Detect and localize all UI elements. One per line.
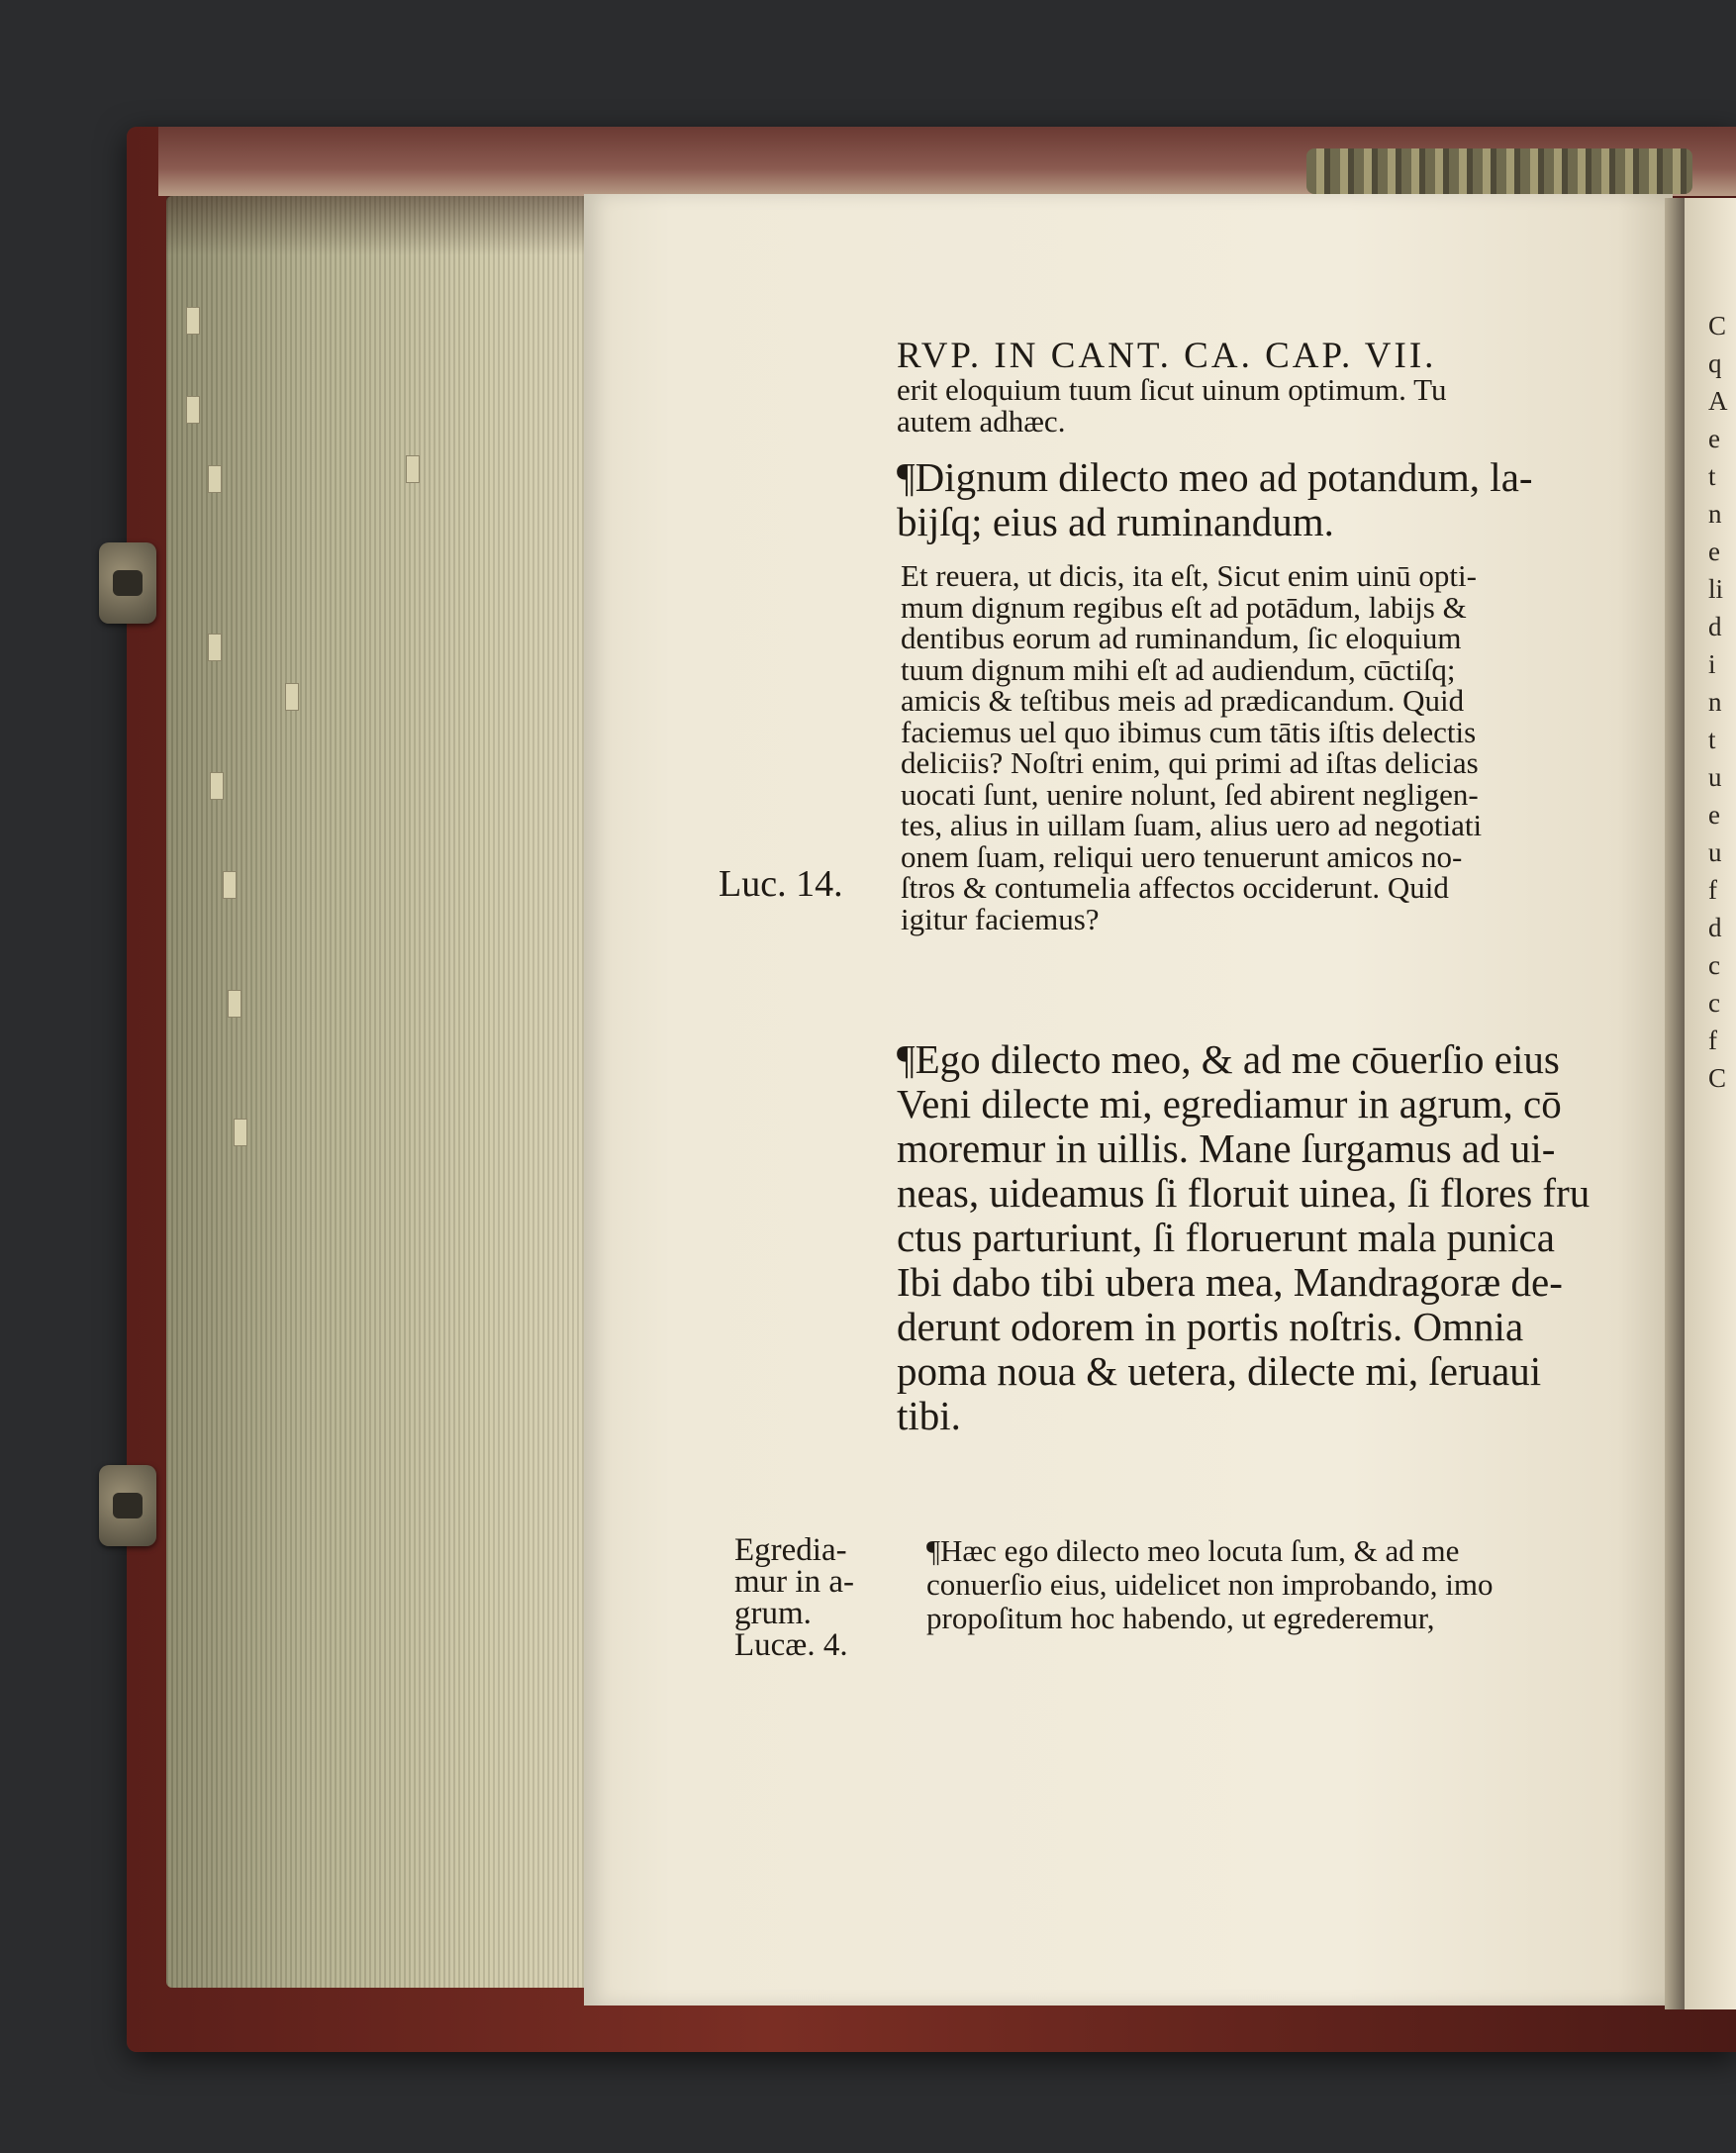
text-line: Ibi dabo tibi ubera mea, Mandragoræ de- — [897, 1259, 1563, 1305]
right-page-letter: i — [1708, 649, 1716, 679]
text-line: tibi. — [897, 1393, 961, 1438]
right-page-letter: c — [1708, 988, 1720, 1018]
right-page-letter: C — [1708, 1063, 1727, 1093]
intro-text — [897, 374, 1446, 437]
headband — [1306, 148, 1692, 194]
right-page-letter: A — [1708, 386, 1728, 416]
text-line: dentibus eorum ad ruminandum, ſic eloquium — [901, 621, 1462, 655]
text-line: moremur in uillis. Mane ſurgamus ad ui- — [897, 1125, 1556, 1171]
text-line: amicis & teſtibus meis ad prædicandum. Quid — [901, 683, 1465, 718]
commentary-2 — [926, 1534, 1494, 1635]
page-tab — [186, 396, 200, 424]
running-head: RVP. IN CANT. CA. CAP. VII. — [897, 336, 1437, 376]
text-line: Et reuera, ut dicis, ita eſt, Sicut enim uinū opti- — [901, 558, 1477, 593]
margin-note-line: Egredia- — [734, 1532, 847, 1568]
text-line: mum dignum regibus eſt ad potādum, labijs & — [901, 589, 1467, 625]
text-line: onem ſuam, reliqui uero tenuerunt amicos no- — [901, 838, 1463, 874]
text-line: propoſitum hoc habendo, ut egrederemur, — [926, 1601, 1435, 1635]
page-tab — [186, 307, 200, 335]
right-page-letters — [1708, 307, 1728, 1097]
text-line: bijſq; eius ad ruminandum. — [897, 499, 1334, 544]
text-line: ctus parturiunt, ſi floruerunt mala punica — [897, 1215, 1555, 1260]
right-page-letter: e — [1708, 537, 1720, 566]
page-tab — [285, 683, 299, 711]
text-line: conuerſio eius, uidelicet non improbando, imo — [926, 1567, 1494, 1602]
right-page-letter: d — [1708, 612, 1722, 641]
page-tab — [228, 990, 241, 1018]
text-line: autem adhæc. — [897, 403, 1066, 439]
text-line: tuum dignum mihi eſt ad audiendum, cūctiſq; — [901, 651, 1456, 687]
right-page-letter: t — [1708, 461, 1716, 491]
text-line: ¶Hæc ego dilecto meo locuta ſum, & ad me — [926, 1533, 1460, 1568]
right-page-letter: C — [1708, 311, 1727, 341]
right-page-letter: u — [1708, 762, 1722, 792]
page-tab — [208, 634, 222, 661]
margin-note-egrediamur — [734, 1534, 854, 1661]
page-edges — [166, 196, 592, 1988]
commentary-1 — [901, 560, 1482, 934]
clasp-upper — [99, 542, 156, 624]
text-line: uocati ſunt, uenire nolunt, ſed abirent negligen- — [901, 776, 1479, 812]
text-line: poma noua & uetera, dilecte mi, ſeruaui — [897, 1348, 1542, 1394]
right-page-letter: f — [1708, 1026, 1717, 1055]
right-page-letter: n — [1708, 687, 1722, 717]
text-line: faciemus uel quo ibimus cum tātis iſtis delectis — [901, 714, 1477, 749]
verse-2 — [897, 1037, 1590, 1438]
text-line: ſtros & contumelia affectos occiderunt. Quid — [901, 870, 1449, 905]
text-line: erit eloquium tuum ſicut uinum optimum. Tu — [897, 372, 1447, 407]
gutter — [1665, 198, 1685, 2009]
right-page-letter: e — [1708, 424, 1720, 453]
right-page-edge — [1685, 198, 1736, 2009]
clasp-lower — [99, 1465, 156, 1546]
right-page-letter: n — [1708, 499, 1722, 529]
right-page-letter: q — [1708, 348, 1722, 378]
page-tab — [208, 465, 222, 493]
margin-note-luc14: Luc. 14. — [719, 863, 843, 905]
margin-note-line: mur in a- — [734, 1564, 854, 1600]
verse-1 — [897, 455, 1533, 544]
right-page-letter: t — [1708, 725, 1716, 754]
right-page-letter: f — [1708, 875, 1717, 905]
text-line: deliciis? Noſtri enim, qui primi ad iſtas delicias — [901, 745, 1479, 780]
right-page-letter: e — [1708, 800, 1720, 830]
margin-note-line: Lucæ. 4. — [734, 1627, 848, 1663]
page-tab — [210, 772, 224, 800]
text-line: ¶Dignum dilecto meo ad potandum, la- — [897, 454, 1533, 500]
right-page-letter: u — [1708, 837, 1722, 867]
text-line: tes, alius in uillam ſuam, alius uero ad negotiati — [901, 808, 1483, 842]
right-page-letter: d — [1708, 913, 1722, 942]
right-page-letter: c — [1708, 950, 1720, 980]
text-line: derunt odorem in portis noſtris. Omnia — [897, 1304, 1524, 1349]
page-tab — [406, 455, 420, 483]
right-page-letter: li — [1708, 574, 1724, 604]
text-line: igitur faciemus? — [901, 901, 1100, 936]
text-line: ¶Ego dilecto meo, & ad me cōuerſio eius — [897, 1036, 1560, 1082]
margin-note-line: grum. — [734, 1596, 812, 1631]
text-line: Veni dilecte mi, egrediamur in agrum, cō — [897, 1081, 1562, 1126]
page-tab — [223, 871, 237, 899]
page-edges-shadow — [166, 196, 592, 255]
page-tab — [234, 1119, 247, 1146]
text-line: neas, uideamus ſi floruit uinea, ſi flores fru — [897, 1170, 1591, 1216]
